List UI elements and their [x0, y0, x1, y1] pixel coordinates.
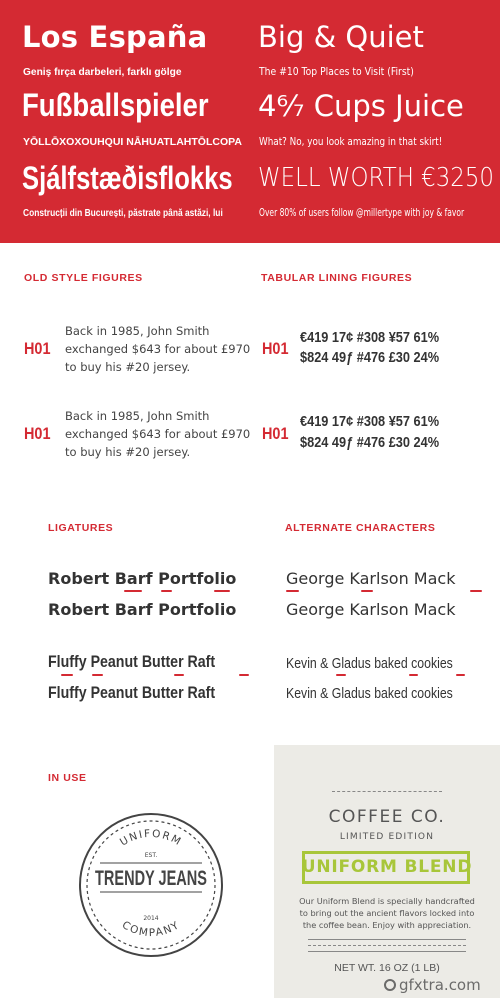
hero-right-line-3: 4⁶⁄₇ Cups Juice [258, 89, 464, 123]
ligature-underline-7 [239, 674, 249, 676]
badge-top-text: UNIFORM [117, 827, 184, 849]
card-rule-1 [308, 939, 466, 940]
old-style-paragraph-2: Back in 1985, John Smith exchanged $643 for about £970 to buy his #20 jersey. [65, 409, 251, 459]
ligature-underline-6 [174, 674, 184, 676]
ligature-sample-1b: Robert Barf Portfolio [48, 600, 237, 619]
alternate-sample-2b: Kevin & Gladus baked cookies [286, 685, 453, 702]
watermark-label: gfxtra.com [399, 976, 481, 994]
coffee-body-2: to bring out the ancient flavors locked into [299, 908, 475, 918]
coffee-net-weight: NET WT. 16 OZ (1 LB) [334, 962, 440, 974]
badge-bottom-text: COMPANY [119, 918, 183, 940]
ligature-sample-2b: Fluffy Peanut Butter Raft [48, 684, 216, 702]
tabular-figures-heading: TABULAR LINING FIGURES [261, 272, 413, 284]
alternate-underline-1 [286, 590, 299, 592]
coffee-label-card [274, 745, 500, 998]
tabular-line-1a: €419 17¢ #308 ¥57 61% [300, 330, 440, 346]
coffee-body-3: the coffee bean. Enjoy with appreciation. [302, 920, 472, 930]
hero-left-line-3: Fußballspieler [22, 87, 209, 123]
watermark-logo-icon [384, 979, 396, 991]
hero-left-line-4: YŌLLŌXOXOUHQUI NĀHUATLAHTŌLCOPA [23, 136, 242, 148]
hero-right-line-2: The #10 Top Places to Visit (First) [259, 66, 414, 78]
tabular-tag-1: H01 [262, 339, 289, 358]
ligature-sample-2a: Fluffy Peanut Butter Raft [48, 653, 216, 671]
card-dash-mid [308, 945, 466, 946]
ligature-underline-5 [92, 674, 103, 676]
old-style-paragraph-1: Back in 1985, John Smith exchanged $643 for about £970 to buy his #20 jersey. [65, 324, 251, 374]
hero-left-line-1: Los España [22, 20, 208, 54]
alternate-sample-1a: George Karlson Mack [286, 569, 456, 588]
ligature-underline-1 [124, 590, 142, 592]
tabular-line-1b: $824 49ƒ #476 £30 24% [300, 350, 440, 366]
tabular-tag-2: H01 [262, 424, 289, 443]
badge-title: TRENDY JEANS [95, 867, 207, 890]
coffee-title: COFFEE CO. [328, 807, 446, 827]
hero-left-line-6: Construcții din București, păstrate până astăzi, lui [23, 207, 223, 219]
in-use-heading: IN USE [48, 772, 87, 784]
card-rule-2 [308, 951, 466, 952]
ligature-underline-2 [161, 590, 172, 592]
alternate-underline-3 [470, 590, 482, 592]
alternate-underline-6 [456, 674, 465, 676]
ligature-underline-3 [214, 590, 230, 592]
hero-right-line-4: What? No, you look amazing in that skirt! [259, 136, 443, 148]
coffee-product-name: UNIFORM BLEND [301, 857, 473, 877]
hero-right-line-1: Big & Quiet [258, 20, 424, 54]
badge-est: EST. [144, 852, 158, 859]
hero-left-line-5: Sjálfstæðisflokks [22, 160, 233, 196]
alternates-heading: ALTERNATE CHARACTERS [285, 522, 436, 534]
hero-right-line-5: WELL WORTH €3250 [258, 163, 494, 193]
alternate-sample-1b: George Karlson Mack [286, 600, 456, 619]
hero-banner [0, 0, 500, 243]
ligatures-heading: LIGATURES [48, 522, 114, 534]
alternate-underline-4 [336, 674, 346, 676]
hero-left-line-2: Geniş fırça darbeleri, farklı gölge [23, 66, 182, 78]
alternate-underline-2 [361, 590, 373, 592]
watermark-text [384, 976, 481, 994]
hero-right-line-6: Over 80% of users follow @millertype with joy & favor [259, 207, 465, 219]
old-style-tag-1: H01 [24, 339, 51, 358]
ligature-underline-4 [61, 674, 73, 676]
old-style-figures-heading: OLD STYLE FIGURES [24, 272, 143, 284]
alternate-sample-2a: Kevin & Gladus baked cookies [286, 655, 453, 672]
ligature-sample-1a: Robert Barf Portfolio [48, 569, 237, 588]
tabular-line-2a: €419 17¢ #308 ¥57 61% [300, 414, 440, 430]
tabular-line-2b: $824 49ƒ #476 £30 24% [300, 435, 440, 451]
old-style-tag-2: H01 [24, 424, 51, 443]
trendy-jeans-badge [78, 812, 224, 958]
alternate-underline-5 [409, 674, 418, 676]
card-dash-top [332, 791, 442, 792]
coffee-body-1: Our Uniform Blend is specially handcrafted [299, 896, 475, 906]
badge-year: 2014 [143, 915, 159, 922]
coffee-subtitle: LIMITED EDITION [339, 832, 435, 842]
